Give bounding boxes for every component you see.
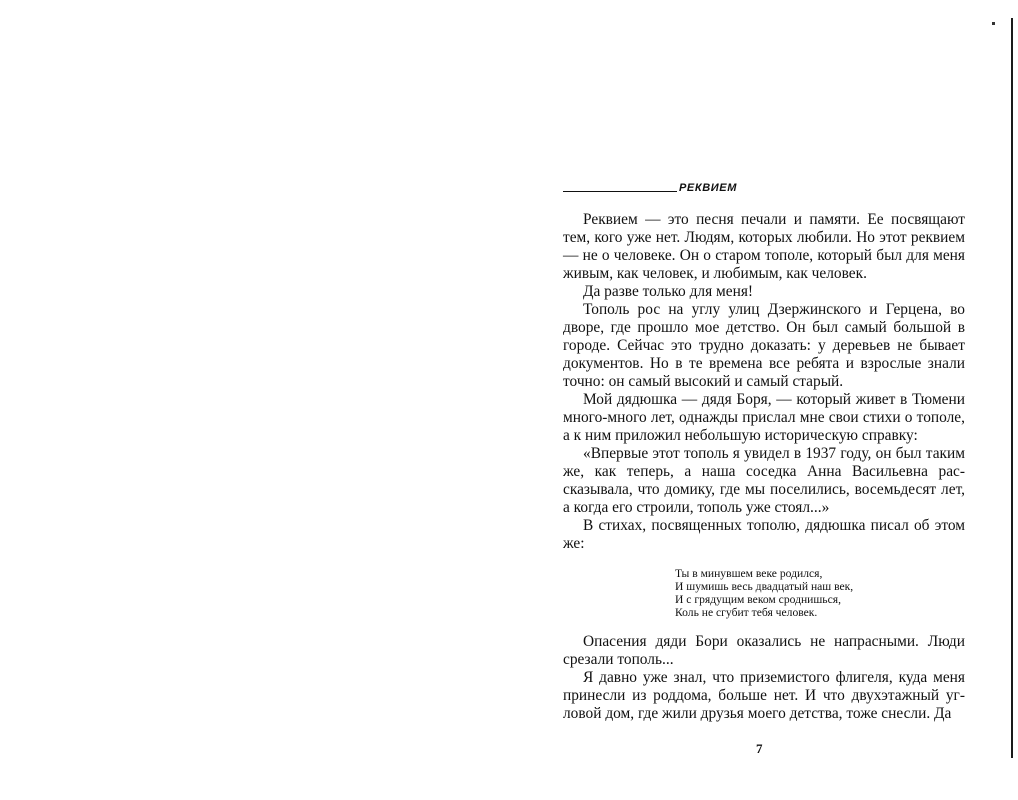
header-rule [563,191,677,192]
poem-line: И шумишь весь двадцатый наш век, [675,580,854,593]
scan-speck [992,22,995,25]
poem-line: И с грядущим веком сроднишься, [675,593,841,606]
running-head: РЕКВИЕМ [679,182,737,194]
paragraph: Я давно уже знал, что приземистого флигеля, куда меня принесли из роддома, больше нет. И что двухэтажный угловой дом, где жили друзья моего детства, тоже снесли. Да [563,669,965,722]
poem-stanza [675,567,965,619]
poem-line: Коль не сгубит тебя человек. [675,606,818,619]
body-text [563,211,965,723]
paragraph: Мой дядюшка — дядя Боря, — который живет в Тюмени много-много лет, однажды прислал мне свои стихи о тополе, а к ним приложил небольшую историческую справку: [563,391,965,444]
paragraph: Реквием — это песня печали и памяти. Ее посвящают тем, кого уже нет. Людям, которых любили. Но этот реквием — не о человеке. Он о старом тополе, который был для меня живым, как человек, и любимым, как человек. [563,211,965,282]
quote-paragraph: «Впервые этот тополь я увидел в 1937 году, он был таким же, как теперь, а наша соседка Анна Васильевна рассказывала, что домику, где мы поселились, восемьдесят лет, а когда его строили, тополь уже стоял...» [563,445,965,516]
paragraph: Да разве только для меня! [583,283,754,300]
poem-line: Ты в минувшем веке родился, [675,567,823,580]
paragraph: В стихах, посвященных тополю, дядюшка писал об этом же: [563,517,965,552]
paragraph: Тополь рос на углу улиц Дзержинского и Герцена, во дворе, где прошло мое детство. Он был самый большой в городе. Сейчас это трудно доказать: у деревьев не бывает документов. Но в те времена все ребята и взрослые знали точно: он самый высокий и самый старый. [563,301,965,390]
page-edge-line [1011,18,1013,758]
paragraph: Опасения дяди Бори оказались не напрасными. Люди срезали тополь... [563,633,965,668]
page-number: 7 [756,741,763,756]
